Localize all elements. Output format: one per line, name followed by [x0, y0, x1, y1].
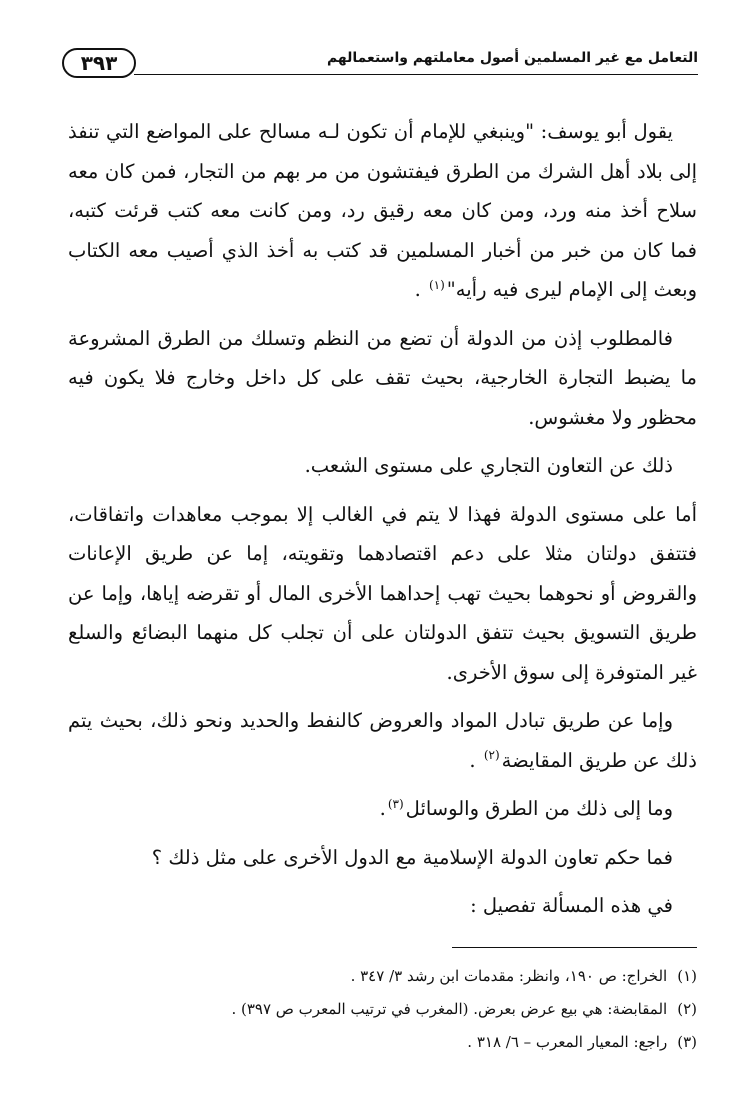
- paragraph: [68, 112, 697, 310]
- paragraph: [68, 319, 697, 438]
- paragraph-text: أما على مستوى الدولة فهذا لا يتم في الغالب إلا بموجب معاهدات واتفاقات، فتتفق دولتان مثلا على دعم اقتصادهما وتقويته، إما عن طريق الإعانات والقروض أو نحوهما بحيث تهب إحداهما الأخرى المال أو تقرضه إياها، وإما عن طريق التسويق بحيث تتفق الدولتان على أن تجلب كل منهما البضائع والسلع غير المتوفرة إلى سوق الأخرى.: [68, 502, 697, 684]
- footnote: [57, 960, 697, 993]
- footnote-number: (٣): [677, 1033, 697, 1051]
- page-number: ٣٩٣: [62, 48, 136, 78]
- paragraph-text: فما حكم تعاون الدولة الإسلامية مع الدول الأخرى على مثل ذلك ؟: [151, 845, 673, 869]
- paragraph: [68, 701, 697, 780]
- paragraph-text: في هذه المسألة تفصيل :: [470, 894, 673, 917]
- footnote-number: (١): [677, 967, 697, 985]
- paragraph: [68, 495, 697, 693]
- paragraph-tail: .: [469, 748, 482, 772]
- footnote: [57, 993, 697, 1026]
- paragraph-text: فالمطلوب إذن من الدولة أن تضع من النظم وتسلك من الطرق المشروعة ما يضبط التجارة الخارجية، بحيث تقف على كل داخل وخارج فلا يكون فيه محظور ولا مغشوس.: [68, 326, 697, 429]
- footnote-text: راجع: المعيار المعرب – ٦/ ٣١٨ .: [467, 1033, 668, 1051]
- paragraph: [68, 886, 697, 926]
- footnote: [57, 1026, 697, 1059]
- page-header: [62, 44, 698, 84]
- paragraph-text: ذلك عن التعاون التجاري على مستوى الشعب.: [304, 454, 673, 477]
- paragraph-text: وإما عن طريق تبادل المواد والعروض كالنفط والحديد ونحو ذلك، بحيث يتم ذلك عن طريق المقايضة: [68, 709, 697, 772]
- footnote-text: الخراج: ص ١٩٠، وانظر: مقدمات ابن رشد ٣/ ٣٤٧ .: [350, 967, 668, 985]
- paragraph-text: وما إلى ذلك من الطرق والوسائل: [405, 797, 673, 820]
- running-title: التعامل مع غير المسلمين أصول معاملتهم واستعمالهم: [326, 50, 698, 66]
- footnote-marker: (٢): [483, 748, 500, 762]
- footnotes: [57, 960, 697, 1059]
- footnote-marker: (١): [428, 277, 445, 292]
- footnote-marker: (٣): [387, 796, 404, 811]
- body-text: [68, 112, 697, 935]
- paragraph: [68, 789, 697, 829]
- paragraph: [68, 838, 697, 878]
- paragraph-tail: .: [414, 278, 427, 301]
- footnote-text: المقابضة: هي بيع عرض بعرض. (المغرب في ترتيب المعرب ص ٣٩٧) .: [231, 1000, 668, 1018]
- paragraph-tail: .: [379, 797, 386, 820]
- footnote-number: (٢): [677, 1000, 697, 1018]
- paragraph: [68, 446, 697, 486]
- paragraph-text: يقول أبو يوسف: "وينبغي للإمام أن تكون لـه مسالح على المواضع التي تنفذ إلى بلاد أهل الشرك من الطرق فيفتشون من مر بهم من التجار، فمن كان معه سلاح أخذ منه ورد، ومن كان معه رقيق رد، ومن كانت معه كتب قرئت كتبه، فما كان من خبر من أخبار المسلمين قد كتب به أخذ الذي أصيب معه الكتاب وبعث إلى الإمام ليرى فيه رأيه": [68, 120, 697, 301]
- header-rule: [134, 74, 698, 75]
- footnote-separator: [452, 947, 697, 948]
